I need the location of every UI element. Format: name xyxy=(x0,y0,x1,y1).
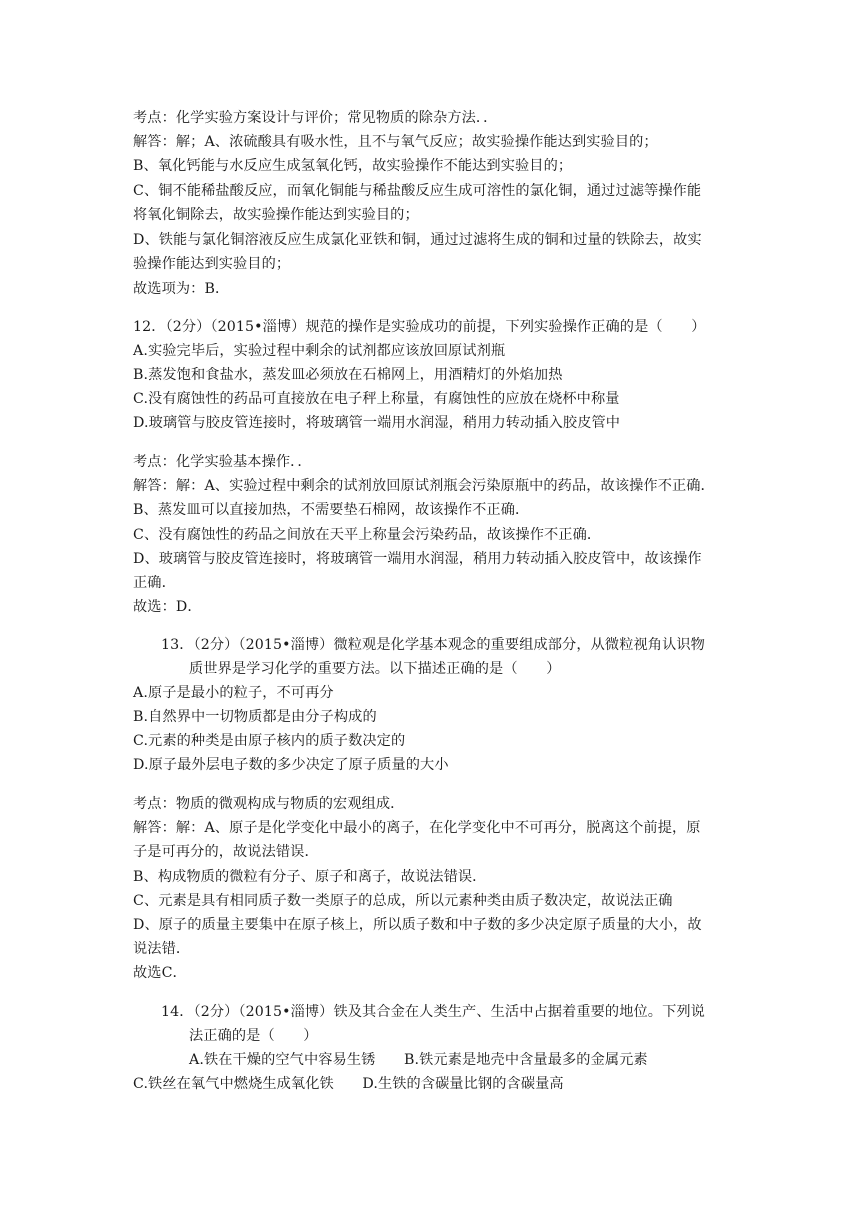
q11-line-d2: 验操作能达到实验目的； xyxy=(133,256,291,272)
q11-jieda-line: 解答：解；A、浓硫酸具有吸水性，且不与氧气反应；故实验操作能达到实验目的； xyxy=(133,134,658,150)
q12-line-d1: D、玻璃管与胶皮管连接时，将玻璃管一端用水润湿，稍用力转动插入胶皮管中，故该操作 xyxy=(133,551,702,567)
q12-option-a: A.实验完毕后，实验过程中剩余的试剂都应该放回原试剂瓶 xyxy=(133,343,506,359)
q13-option-b: B.自然界中一切物质都是由分子构成的 xyxy=(133,709,377,725)
q13-line-d1: D、原子的质量主要集中在原子核上，所以质子数和中子数的多少决定原子质量的大小，故 xyxy=(133,917,702,933)
q12-line-c: C、没有腐蚀性的药品之间放在天平上称量会污染药品，故该操作不正确． xyxy=(133,527,602,543)
q13-jieda-line2: 子是可再分的，故说法错误． xyxy=(133,844,319,860)
q13-kaodian: 考点：物质的微观构成与物质的宏观组成． xyxy=(133,796,405,812)
q12-option-d: D.玻璃管与胶皮管连接时，将玻璃管一端用水润湿，稍用力转动插入胶皮管中 xyxy=(133,415,621,431)
q12-jieda-line: 解答：解：A、实验过程中剩余的试剂放回原试剂瓶会污染原瓶中的药品，故该操作不正确． xyxy=(133,478,715,494)
q14-options-row1: A.铁在干燥的空气中容易生锈 B.铁元素是地壳中含量最多的金属元素 xyxy=(189,1052,648,1068)
q13-option-c: C.元素的种类是由原子核内的质子数决定的 xyxy=(133,733,406,749)
q13-line-c: C、元素是具有相同质子数一类原子的总成，所以元素种类由质子数决定，故说法正确 xyxy=(133,893,673,909)
q12-conclusion: 故选：D． xyxy=(133,599,202,615)
q12-option-c: C.没有腐蚀性的药品可直接放在电子秤上称量，有腐蚀性的应放在烧杯中称量 xyxy=(133,391,620,407)
q12-option-b: B.蒸发饱和食盐水，蒸发皿必须放在石棉网上，用酒精灯的外焰加热 xyxy=(133,367,563,383)
q14-stem-line1: 14．（2分）（2015•淄博）铁及其合金在人类生产、生活中占据着重要的地位。下列说 xyxy=(161,1004,705,1020)
q11-conclusion: 故选项为：B． xyxy=(133,281,230,297)
q13-option-d: D.原子最外层电子数的多少决定了原子质量的大小 xyxy=(133,757,449,773)
q14-options-row2: C.铁丝在氧气中燃烧生成氧化铁 D.生铁的含碳量比钢的含碳量高 xyxy=(133,1076,564,1092)
q12-kaodian: 考点：化学实验基本操作．． xyxy=(133,454,312,470)
q14-stem-line2: 法正确的是（ ） xyxy=(189,1028,318,1044)
q11-kaodian: 考点：化学实验方案设计与评价；常见物质的除杂方法．． xyxy=(133,110,498,126)
q11-line-c2: 将氧化铜除去，故实验操作能达到实验目的； xyxy=(133,207,419,223)
q13-stem-line1: 13．（2分）（2015•淄博）微粒观是化学基本观念的重要组成部分，从微粒视角认识物 xyxy=(161,637,705,653)
q11-line-c1: C、铜不能稀盐酸反应，而氧化铜能与稀盐酸反应生成可溶性的氯化铜，通过过滤等操作能 xyxy=(133,183,702,199)
q13-jieda-line1: 解答：解：A、原子是化学变化中最小的离子，在化学变化中不可再分，脱离这个前提，原 xyxy=(133,820,701,836)
q12-stem: 12．（2分）（2015•淄博）规范的操作是实验成功的前提，下列实验操作正确的是（ ） xyxy=(133,319,706,335)
q13-option-a: A.原子是最小的粒子，不可再分 xyxy=(133,685,334,701)
q12-line-b: B、蒸发皿可以直接加热，不需要垫石棉网，故该操作不正确． xyxy=(133,502,530,518)
q13-conclusion: 故选C． xyxy=(133,965,187,981)
q13-line-b: B、构成物质的微粒有分子、原子和离子，故说法错误． xyxy=(133,869,487,885)
q13-line-d2: 说法错． xyxy=(133,941,191,957)
q11-line-b: B、氧化钙能与水反应生成氢氧化钙，故实验操作不能达到实验目的； xyxy=(133,158,573,174)
q13-stem-line2: 质世界是学习化学的重要方法。以下描述正确的是（ ） xyxy=(189,661,561,677)
q12-line-d2: 正确． xyxy=(133,575,176,591)
q11-line-d1: D、铁能与氯化铜溶液反应生成氯化亚铁和铜，通过过滤将生成的铜和过量的铁除去，故实 xyxy=(133,232,702,248)
